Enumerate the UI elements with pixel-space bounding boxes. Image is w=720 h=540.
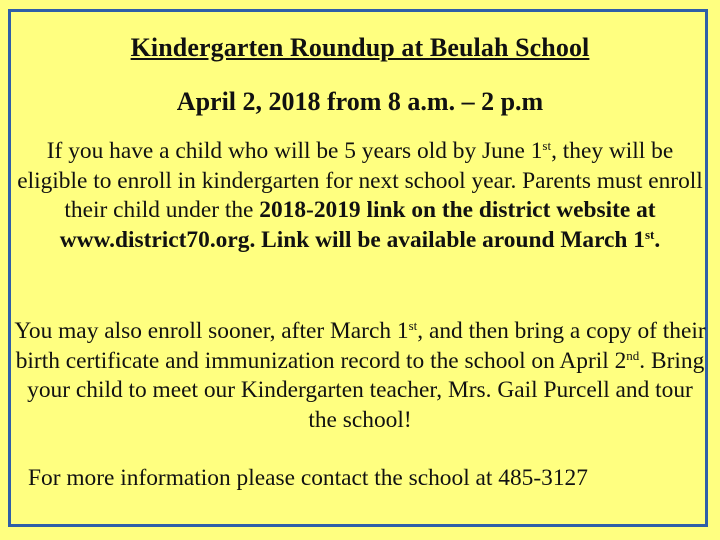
district-link-text: 2018-2019 link on the district website at www.district70.org. Link will be available around March 1 [59,197,656,253]
eligibility-text-a: If you have a child who will be 5 years old by June 1 [46,138,543,164]
early-enrollment-text-c: . Bring your child to meet our Kindergarten teacher, Mrs. Gail Purcell and tour the school! [27,347,705,433]
ordinal-suffix: st [644,226,655,242]
ordinal-suffix: nd [626,347,640,363]
ordinal-suffix: st [408,317,418,333]
event-date-line: April 2, 2018 from 8 a.m. – 2 p.m [176,87,544,116]
early-enrollment-text-b: , and then bring a copy of their birth certificate and immunization record to the school on April 2 [15,318,706,374]
enrollment-eligibility-paragraph [10,137,710,255]
contact-info-line: For more information please contact the school at 485-3127 [28,465,588,491]
eligibility-text-b: , they will be eligible to enroll in kindergarten for next school year. Parents must enroll their child under the [17,138,703,224]
flyer-title: Kindergarten Roundup at Beulah School [130,33,590,62]
early-enrollment-paragraph [10,317,710,435]
early-enrollment-text-a: You may also enroll sooner, after March 1 [14,318,409,344]
ordinal-suffix: st [542,137,552,153]
district-link-period: . [654,226,661,253]
